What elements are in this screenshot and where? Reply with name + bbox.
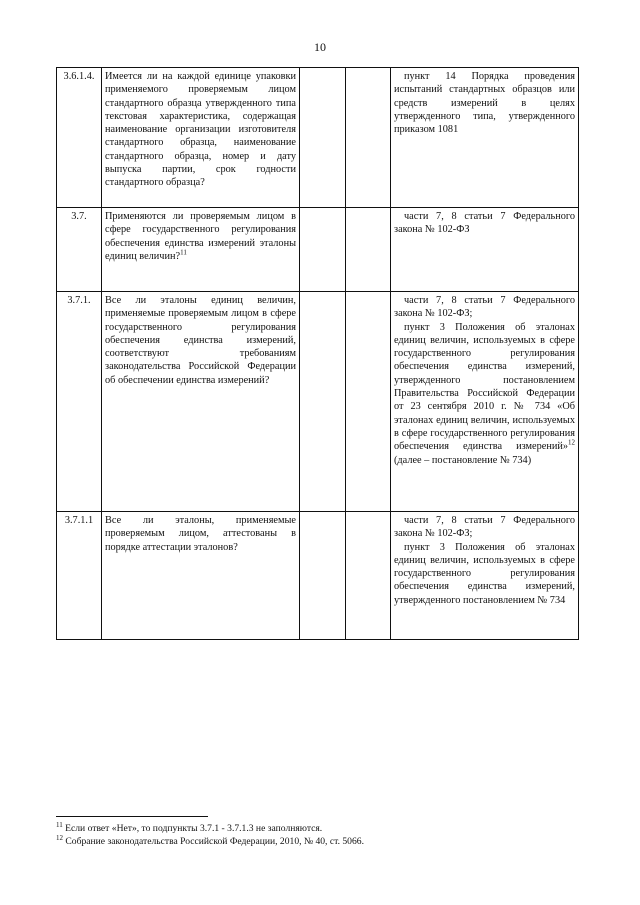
answer-no-cell[interactable] [346, 512, 391, 640]
table-row [57, 208, 579, 292]
question-text: Применяются ли проверяемым лицом в сфере государственного регулирования обеспечения единства измерений эталоны единиц величин? [105, 211, 296, 262]
answer-no-cell[interactable] [346, 292, 391, 512]
legal-reference [391, 208, 579, 292]
requirement-question [102, 292, 300, 512]
item-number: 3.7.1.1 [57, 512, 102, 640]
question-text: Имеется ли на каждой единице упаковки применяемого проверяемым лицом стандартного образца утвержденного типа текстовая характеристика, содержащая наименование организации изготовителя стандартного образца, наименование стандартного образца, номер и дату выпуска партии, срок годности стандартного образца? [105, 71, 296, 189]
footnote-ref: 11 [180, 248, 187, 257]
reference-paragraph [394, 321, 575, 467]
requirement-question [102, 68, 300, 208]
reference-text: части 7, 8 статьи 7 Федерального закона № 102-ФЗ; [394, 515, 575, 540]
footnote [56, 822, 576, 835]
reference-text: пункт 3 Положения об эталонах единиц величин, используемых в сфере государственного регулирования обеспечения единства измерений, утвержденного постановлением № 734 [394, 541, 575, 606]
reference-paragraph [394, 210, 575, 237]
checklist-table [56, 67, 579, 640]
reference-suffix: (далее – постановление № 734) [394, 454, 532, 466]
item-number: 3.7.1. [57, 292, 102, 512]
item-number: 3.6.1.4. [57, 68, 102, 208]
answer-yes-cell[interactable] [300, 208, 346, 292]
footnote [56, 835, 576, 848]
footnote-text: Если ответ «Нет», то подпункты 3.7.1 - 3.7.1.3 не заполняются. [62, 823, 323, 834]
reference-text: пункт 14 Порядка проведения испытаний стандартных образцов или средств измерений в целях утвержденного типа, утвержденного приказом 1081 [394, 71, 575, 136]
footnote-ref: 12 [568, 438, 575, 447]
legal-reference [391, 512, 579, 640]
table-row [57, 68, 579, 208]
reference-text: части 7, 8 статьи 7 Федерального закона № 102-ФЗ [394, 211, 575, 236]
answer-yes-cell[interactable] [300, 512, 346, 640]
question-text: Все ли эталоны единиц величин, применяемые проверяемым лицом в сфере государственного регулирования обеспечения единства измерений, соответствуют требованиям законодательства Российской Федерации об обеспечении единства измерений? [105, 295, 296, 386]
footnote-mark: 12 [56, 833, 63, 842]
answer-yes-cell[interactable] [300, 68, 346, 208]
reference-paragraph [394, 514, 575, 541]
footnote-divider [56, 816, 208, 817]
footnotes [56, 822, 576, 848]
reference-paragraph [394, 70, 575, 136]
answer-yes-cell[interactable] [300, 292, 346, 512]
answer-no-cell[interactable] [346, 68, 391, 208]
footnote-text: Собрание законодательства Российской Федерации, 2010, № 40, ст. 5066. [63, 836, 364, 847]
question-text: Все ли эталоны, применяемые проверяемым лицом, аттестованы в порядке аттестации эталонов? [105, 515, 296, 553]
table-row [57, 292, 579, 512]
requirement-question [102, 208, 300, 292]
legal-reference [391, 68, 579, 208]
reference-text: части 7, 8 статьи 7 Федерального закона № 102-ФЗ; [394, 295, 575, 320]
table-row [57, 512, 579, 640]
reference-text: пункт 3 Положения об эталонах единиц величин, используемых в сфере государственного регулирования обеспечения единства измерений, утвержденного постановлением Правительства Российской Федерации от 23 сентября 2010 г. № 734 «Об эталонах единиц величин, используемых в сфере государственного регулирования обеспечения единства измерений» [394, 321, 575, 453]
requirement-question [102, 512, 300, 640]
reference-paragraph [394, 541, 575, 607]
reference-paragraph [394, 294, 575, 321]
item-number: 3.7. [57, 208, 102, 292]
page-number: 10 [314, 40, 326, 54]
legal-reference [391, 292, 579, 512]
answer-no-cell[interactable] [346, 208, 391, 292]
footnote-mark: 11 [56, 820, 63, 829]
